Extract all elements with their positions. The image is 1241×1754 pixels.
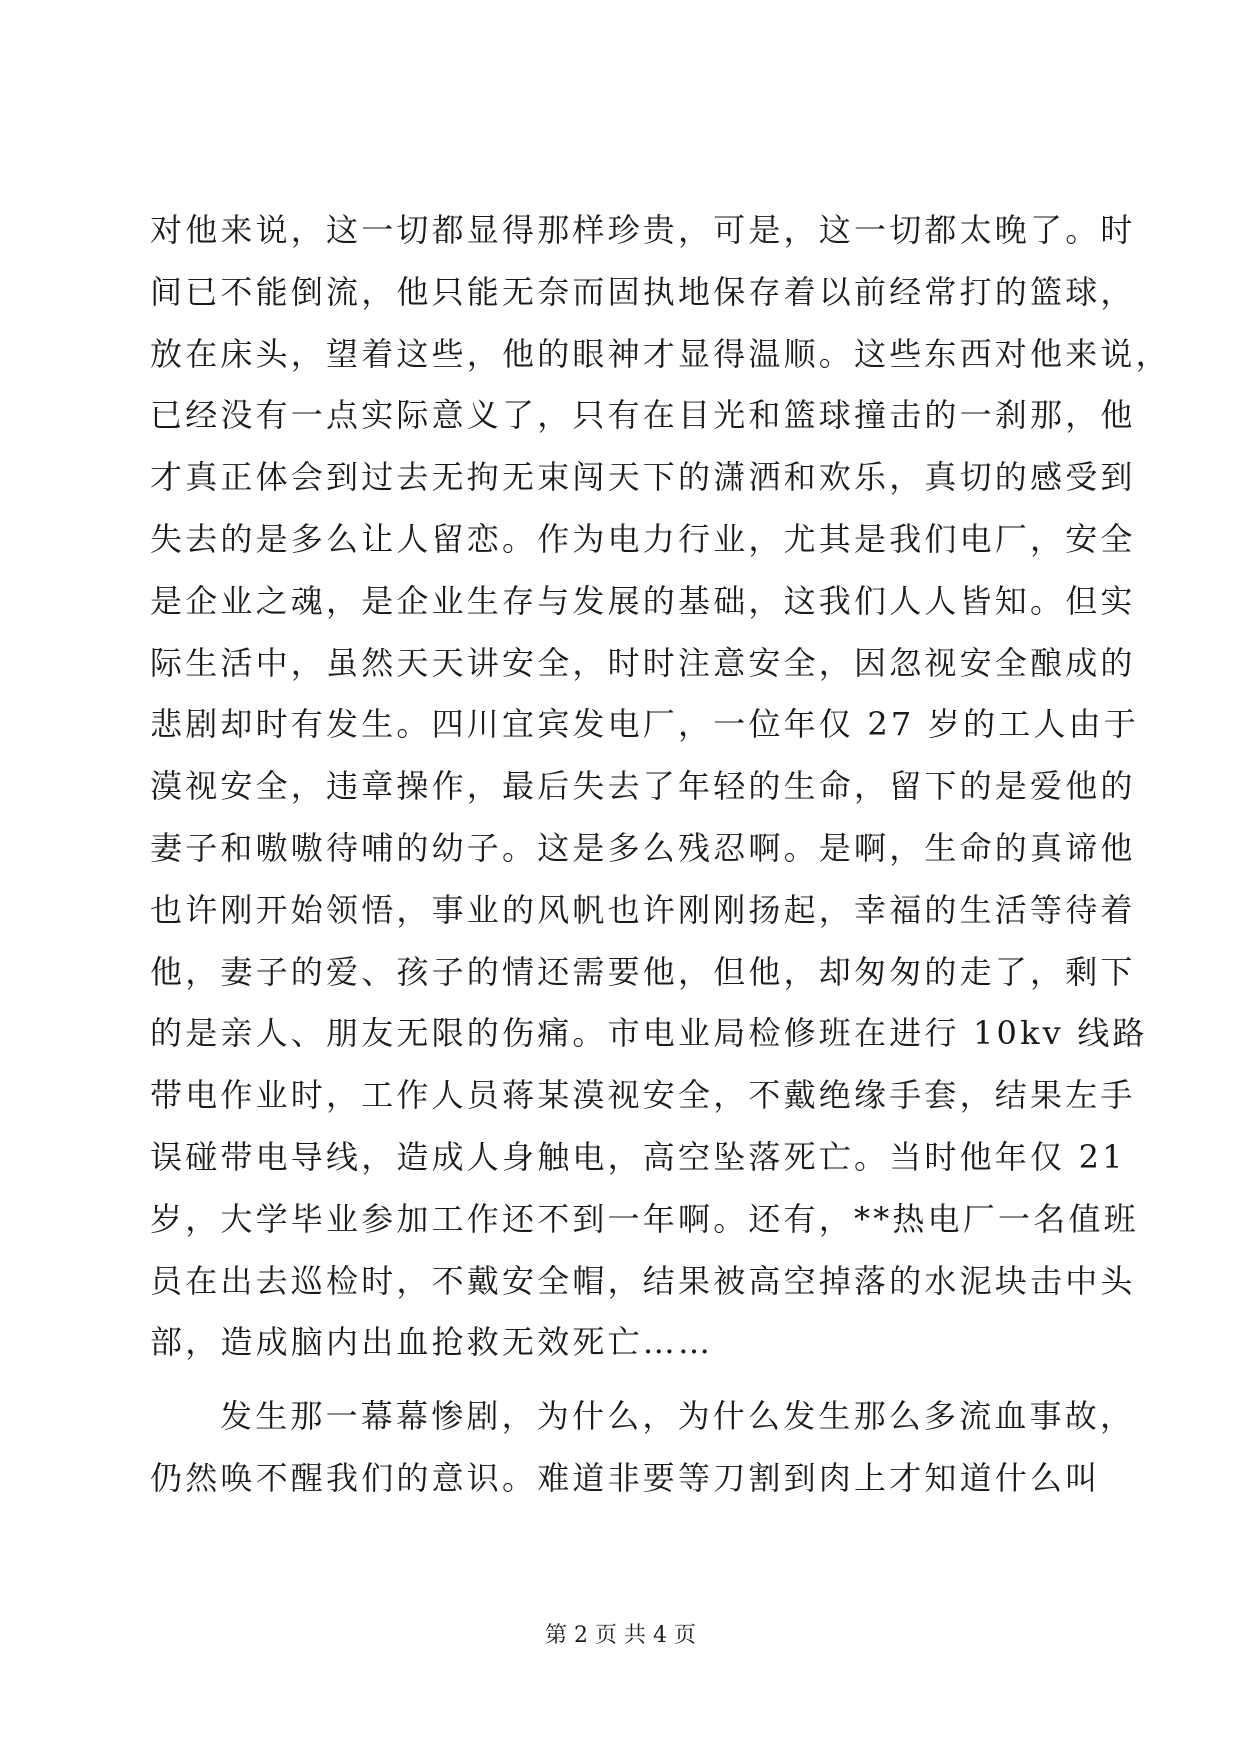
text-line: 间已不能倒流，他只能无奈而固执地保存着以前经常打的篮球， [150,272,1136,311]
text-line: 是企业之魂，是企业生存与发展的基础，这我们人人皆知。但实 [150,581,1136,620]
text-line: 放在床头，望着这些，他的眼神才显得温顺。这些东西对他来说， [150,334,1171,373]
text-line: 他，妻子的爱、孩子的情还需要他，但他，却匆匆的走了，剩下 [150,952,1136,991]
text-line: 仍然唤不醒我们的意识。难道非要等刀割到肉上才知道什么叫 [150,1458,1101,1497]
text-line: 悲剧却时有发生。四川宜宾发电厂，一位年仅 27 岁的工人由于 [150,705,1140,744]
paragraph-2 [150,1386,1136,1510]
text-line: 部，造成脑内出血抢救无效死亡…… [150,1323,714,1362]
text-line: 带电作业时，工作人员蒋某漠视安全，不戴绝缘手套，结果左手 [150,1076,1136,1115]
text-line: 际生活中，虽然天天讲安全，时时注意安全，因忽视安全酿成的 [150,643,1136,682]
text-line: 发生那一幕幕惨剧，为什么，为什么发生那么多流血事故， [220,1397,1136,1436]
text-line: 对他来说，这一切都显得那样珍贵，可是，这一切都太晚了。时 [150,211,1136,249]
text-line: 已经没有一点实际意义了，只有在目光和篮球撞击的一刹那，他 [150,396,1136,435]
text-line: 员在出去巡检时，不戴安全帽，结果被高空掉落的水泥块击中头 [150,1261,1136,1300]
body-text [150,200,1171,1510]
page-footer: 第 2 页 共 4 页 [545,1623,696,1648]
text-line: 误碰带电导线，造成人身触电，高空坠落死亡。当时他年仅 21 [150,1137,1126,1176]
text-line: 也许刚开始领悟，事业的风帆也许刚刚扬起，幸福的生活等待着 [150,890,1136,929]
paragraph-1 [150,200,1171,1374]
text-line: 岁，大学毕业参加工作还不到一年啊。还有，**热电厂一名值班 [150,1199,1139,1238]
text-line: 的是亲人、朋友无限的伤痛。市电业局检修班在进行 10kv 线路 [150,1014,1148,1053]
text-line: 妻子和嗷嗷待哺的幼子。这是多么残忍啊。是啊，生命的真谛他 [150,828,1136,867]
text-line: 失去的是多么让人留恋。作为电力行业，尤其是我们电厂，安全 [150,519,1136,558]
text-line: 漠视安全，违章操作，最后失去了年轻的生命，留下的是爱他的 [150,767,1136,806]
text-line: 才真正体会到过去无拘无束闯天下的潇洒和欢乐，真切的感受到 [150,458,1136,497]
